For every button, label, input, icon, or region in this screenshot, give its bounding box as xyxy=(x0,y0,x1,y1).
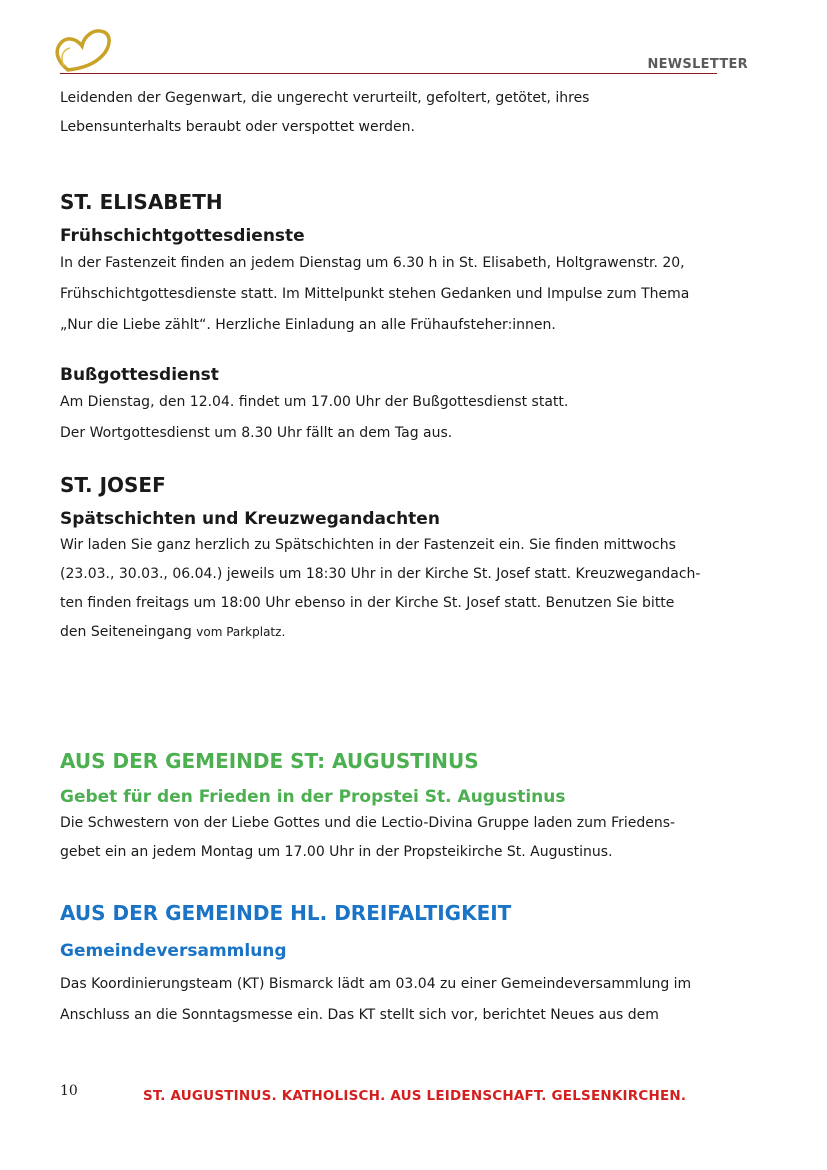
paragraph-text-small: vom Parkplatz. xyxy=(196,625,286,639)
section-title-dreifaltigkeit: AUS DER GEMEINDE HL. DREIFALTIGKEIT xyxy=(60,901,512,925)
section-title-elisabeth: ST. ELISABETH xyxy=(60,190,223,214)
paragraph-line: Anschluss an die Sonntagsmesse ein. Das KT stellt sich vor, berichtet Neues aus dem xyxy=(60,1007,659,1023)
paragraph-line: Wir laden Sie ganz herzlich zu Spätschichten in der Fastenzeit ein. Sie finden mittwochs xyxy=(60,537,676,553)
paragraph-line: In der Fastenzeit finden an jedem Dienstag um 6.30 h in St. Elisabeth, Holtgrawenstr. 20, xyxy=(60,255,685,271)
page-number: 10 xyxy=(60,1083,78,1099)
paragraph-line: Der Wortgottesdienst um 8.30 Uhr fällt an dem Tag aus. xyxy=(60,425,453,441)
paragraph-line: „Nur die Liebe zählt“. Herzliche Einladung an alle Frühaufsteher:innen. xyxy=(60,317,556,333)
intro-line: Leidenden der Gegenwart, die ungerecht verurteilt, gefoltert, getötet, ihres xyxy=(60,90,590,106)
footer-slogan: ST. AUGUSTINUS. KATHOLISCH. AUS LEIDENSCHAFT. GELSENKIRCHEN. xyxy=(143,1088,687,1104)
paragraph-line: Die Schwestern von der Liebe Gottes und die Lectio-Divina Gruppe laden zum Friedens- xyxy=(60,815,676,831)
paragraph-line xyxy=(60,618,750,647)
page-content xyxy=(60,84,750,1031)
paragraph-text: den Seiteneingang xyxy=(60,624,197,640)
subheading-friedensgebet: Gebet für den Frieden in der Propstei St. Augustinus xyxy=(60,787,566,807)
subheading-spaetschichten: Spätschichten und Kreuzwegandachten xyxy=(60,509,440,529)
subheading-fruehschicht: Frühschichtgottesdienste xyxy=(60,226,305,246)
heart-logo-icon xyxy=(54,28,112,72)
subheading-bussgottesdienst: Bußgottesdienst xyxy=(60,365,219,385)
paragraph-line: gebet ein an jedem Montag um 17.00 Uhr in der Propsteikirche St. Augustinus. xyxy=(60,844,613,860)
intro-line: Lebensunterhalts beraubt oder verspottet werden. xyxy=(60,119,415,135)
paragraph-line: Frühschichtgottesdienste statt. Im Mittelpunkt stehen Gedanken und Impulse zum Thema xyxy=(60,286,690,302)
subheading-gemeindeversammlung: Gemeindeversammlung xyxy=(60,941,287,961)
paragraph-line: (23.03., 30.03., 06.04.) jeweils um 18:30 Uhr in der Kirche St. Josef statt. Kreuzwegandach- xyxy=(60,566,701,582)
section-title-josef: ST. JOSEF xyxy=(60,473,166,497)
paragraph-line: Am Dienstag, den 12.04. findet um 17.00 Uhr der Bußgottesdienst statt. xyxy=(60,394,569,410)
section-title-augustinus: AUS DER GEMEINDE ST: AUGUSTINUS xyxy=(60,749,479,773)
paragraph-line: ten finden freitags um 18:00 Uhr ebenso in der Kirche St. Josef statt. Benutzen Sie bitte xyxy=(60,595,675,611)
header-divider xyxy=(60,73,717,74)
paragraph-line: Das Koordinierungsteam (KT) Bismarck lädt am 03.04 zu einer Gemeindeversammlung im xyxy=(60,976,692,992)
newsletter-label: NEWSLETTER xyxy=(647,57,748,72)
